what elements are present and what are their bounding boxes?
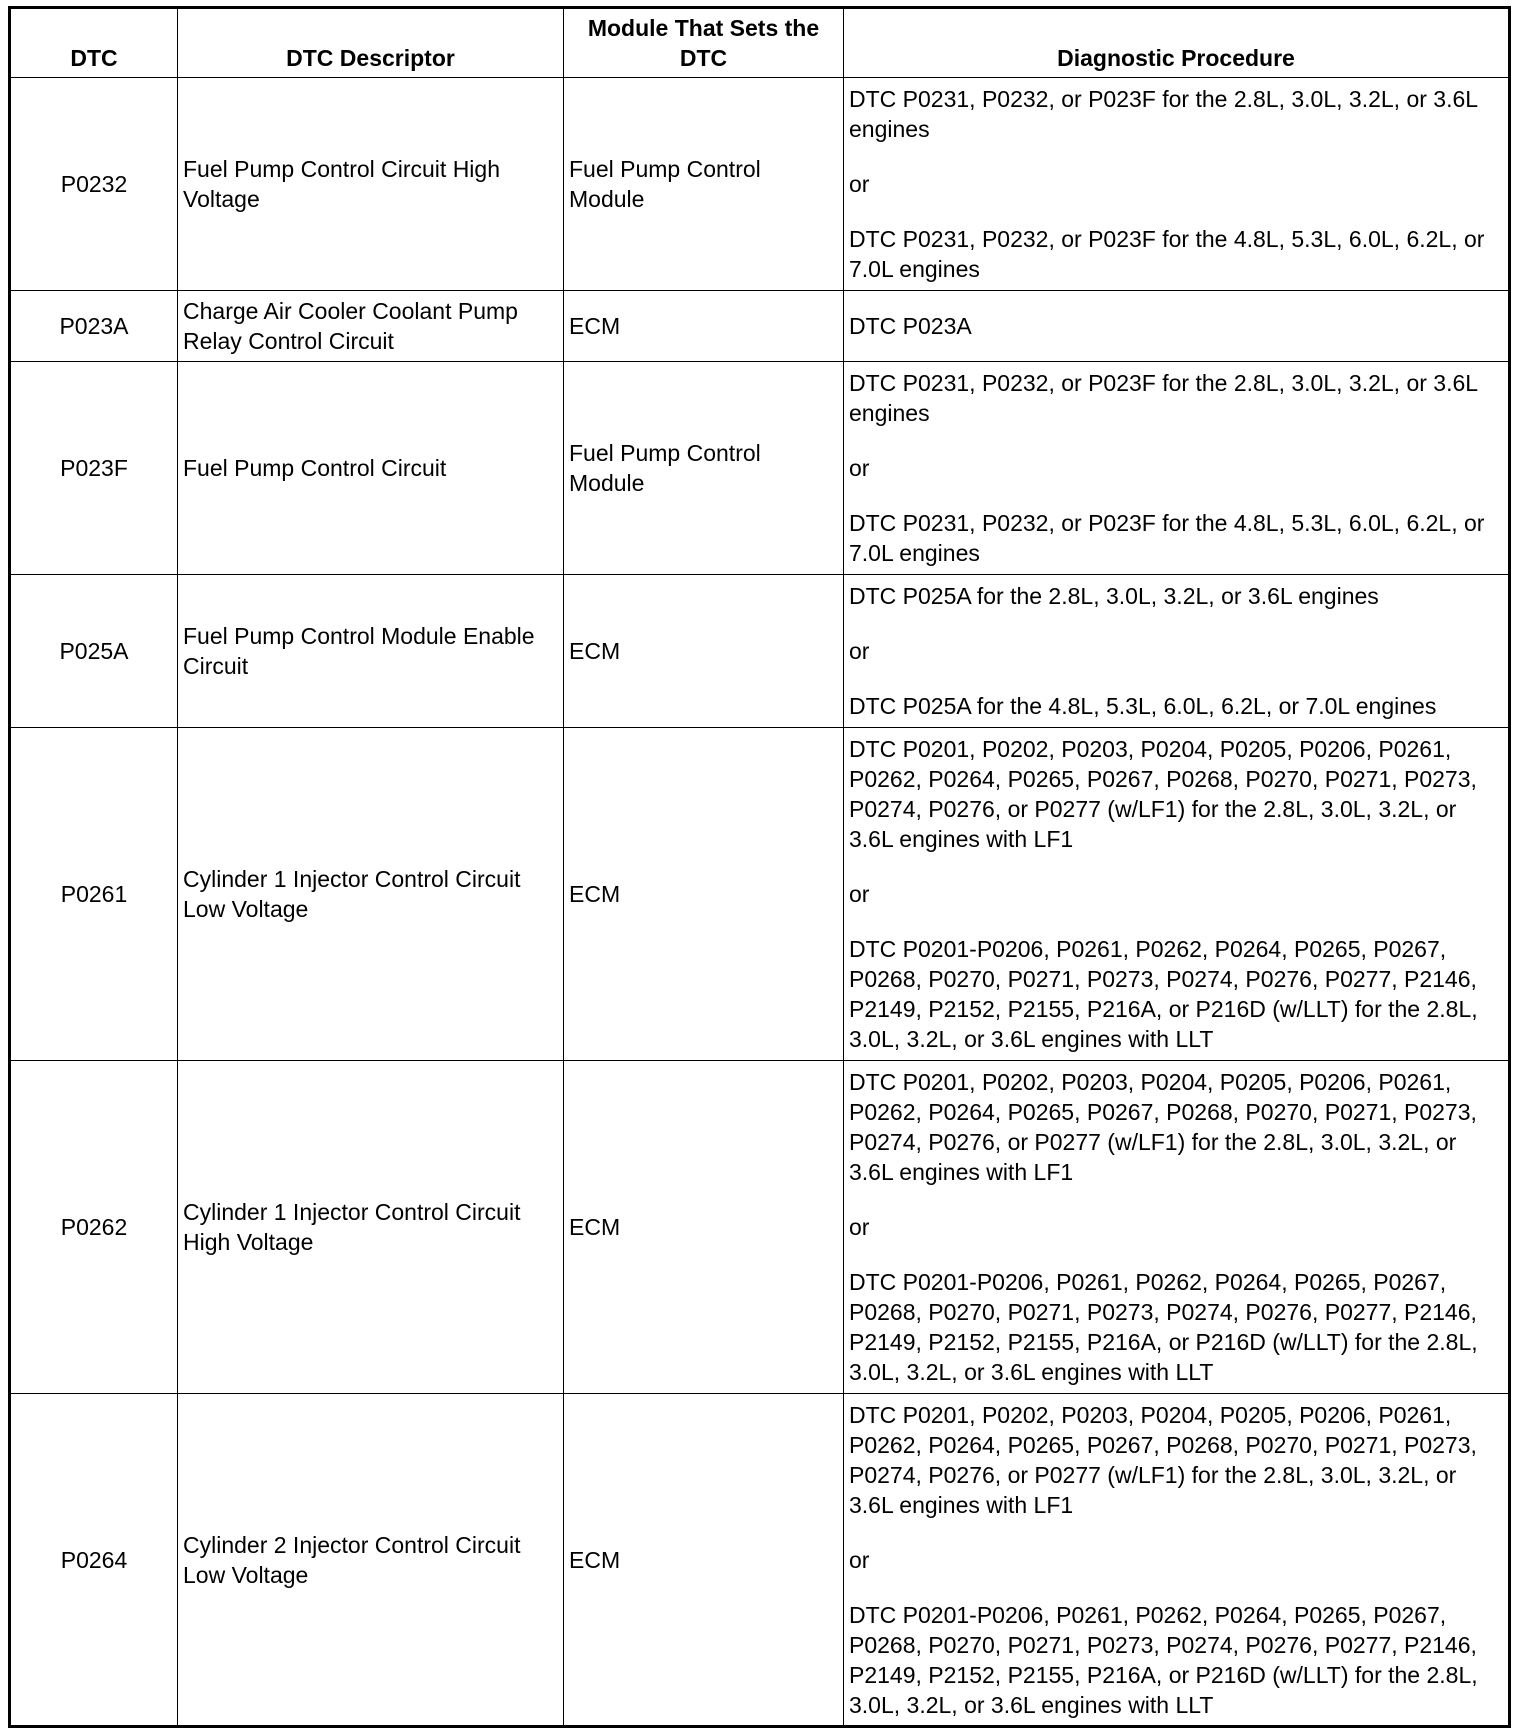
dtc-code: P025A <box>10 575 178 728</box>
header-dtc: DTC <box>10 8 178 78</box>
procedure-text: or <box>849 1546 870 1573</box>
dtc-code: P0261 <box>10 728 178 1061</box>
dtc-module: ECM <box>564 291 844 362</box>
procedure-text: DTC P0201-P0206, P0261, P0262, P0264, P0265, P0267, P0268, P0270, P0271, P0273, P0274, P0276, P0277, P2146, P2149, P2152, P2155, P216A, or P216D (w/LLT) for the 2.8L, 3.0L, 3.2L, or 3.6L engines with LLT <box>849 936 1478 1052</box>
table-row <box>10 728 1510 1061</box>
table-row <box>10 575 1510 728</box>
dtc-descriptor: Cylinder 2 Injector Control Circuit Low Voltage <box>178 1394 564 1727</box>
header-descriptor: DTC Descriptor <box>178 8 564 78</box>
dtc-code: P023A <box>10 291 178 362</box>
procedure-text: or <box>849 638 870 664</box>
dtc-procedure <box>844 1061 1510 1394</box>
dtc-module: Fuel Pump Control Module <box>564 78 844 291</box>
procedure-text: DTC P0231, P0232, or P023F for the 2.8L, 3.0L, 3.2L, or 3.6L engines <box>849 86 1478 142</box>
dtc-module: ECM <box>564 728 844 1061</box>
dtc-module: ECM <box>564 1061 844 1394</box>
dtc-code: P0262 <box>10 1061 178 1394</box>
dtc-module: ECM <box>564 1394 844 1727</box>
procedure-text: DTC P0201, P0202, P0203, P0204, P0205, P0206, P0261, P0262, P0264, P0265, P0267, P0268, P0270, P0271, P0273, P0274, P0276, or P0277 (w/LF1) for the 2.8L, 3.0L, 3.2L, or 3.6L engines with LF1 <box>849 736 1477 852</box>
dtc-module: ECM <box>564 575 844 728</box>
dtc-code: P023F <box>10 362 178 575</box>
table-body <box>10 78 1510 1727</box>
dtc-procedure <box>844 575 1510 728</box>
dtc-descriptor: Fuel Pump Control Module Enable Circuit <box>178 575 564 728</box>
procedure-text: DTC P0201-P0206, P0261, P0262, P0264, P0265, P0267, P0268, P0270, P0271, P0273, P0274, P0276, P0277, P2146, P2149, P2152, P2155, P216A, or P216D (w/LLT) for the 2.8L, 3.0L, 3.2L, or 3.6L engines with LLT <box>849 1269 1478 1385</box>
procedure-text: or <box>849 881 870 907</box>
dtc-procedure <box>844 728 1510 1061</box>
header-procedure: Diagnostic Procedure <box>844 8 1510 78</box>
header-row <box>10 8 1510 78</box>
dtc-descriptor: Charge Air Cooler Coolant Pump Relay Control Circuit <box>178 291 564 362</box>
dtc-descriptor: Cylinder 1 Injector Control Circuit Low Voltage <box>178 728 564 1061</box>
procedure-text: DTC P0201, P0202, P0203, P0204, P0205, P0206, P0261, P0262, P0264, P0265, P0267, P0268, P0270, P0271, P0273, P0274, P0276, or P0277 (w/LF1) for the 2.8L, 3.0L, 3.2L, or 3.6L engines with LF1 <box>849 1401 1477 1518</box>
dtc-descriptor: Cylinder 1 Injector Control Circuit High Voltage <box>178 1061 564 1394</box>
procedure-text: or <box>849 455 870 481</box>
procedure-text: DTC P0201, P0202, P0203, P0204, P0205, P0206, P0261, P0262, P0264, P0265, P0267, P0268, P0270, P0271, P0273, P0274, P0276, or P0277 (w/LF1) for the 2.8L, 3.0L, 3.2L, or 3.6L engines with LF1 <box>849 1069 1477 1185</box>
dtc-procedure <box>844 291 1510 362</box>
procedure-text: DTC P0231, P0232, or P023F for the 4.8L, 5.3L, 6.0L, 6.2L, or 7.0L engines <box>849 226 1485 282</box>
table-row <box>10 291 1510 362</box>
procedure-text: DTC P025A for the 2.8L, 3.0L, 3.2L, or 3.6L engines <box>849 583 1379 609</box>
dtc-table <box>8 6 1511 1728</box>
procedure-text: DTC P023A <box>849 313 972 339</box>
procedure-text: DTC P0231, P0232, or P023F for the 2.8L, 3.0L, 3.2L, or 3.6L engines <box>849 370 1478 426</box>
dtc-code: P0264 <box>10 1394 178 1727</box>
table-row <box>10 1061 1510 1394</box>
procedure-text: or <box>849 1214 870 1240</box>
procedure-text: or <box>849 171 870 197</box>
dtc-descriptor: Fuel Pump Control Circuit High Voltage <box>178 78 564 291</box>
procedure-text: DTC P0201-P0206, P0261, P0262, P0264, P0265, P0267, P0268, P0270, P0271, P0273, P0274, P0276, P0277, P2146, P2149, P2152, P2155, P216A, or P216D (w/LLT) for the 2.8L, 3.0L, 3.2L, or 3.6L engines with LLT <box>849 1601 1478 1718</box>
dtc-procedure <box>844 1394 1510 1727</box>
procedure-text: DTC P0231, P0232, or P023F for the 4.8L, 5.3L, 6.0L, 6.2L, or 7.0L engines <box>849 510 1485 566</box>
dtc-module: Fuel Pump Control Module <box>564 362 844 575</box>
table-row <box>10 362 1510 575</box>
dtc-procedure <box>844 362 1510 575</box>
dtc-descriptor: Fuel Pump Control Circuit <box>178 362 564 575</box>
procedure-text: DTC P025A for the 4.8L, 5.3L, 6.0L, 6.2L, or 7.0L engines <box>849 693 1437 719</box>
header-module: Module That Sets the DTC <box>564 8 844 78</box>
table-row <box>10 78 1510 291</box>
dtc-procedure <box>844 78 1510 291</box>
table-row <box>10 1394 1510 1727</box>
dtc-code: P0232 <box>10 78 178 291</box>
